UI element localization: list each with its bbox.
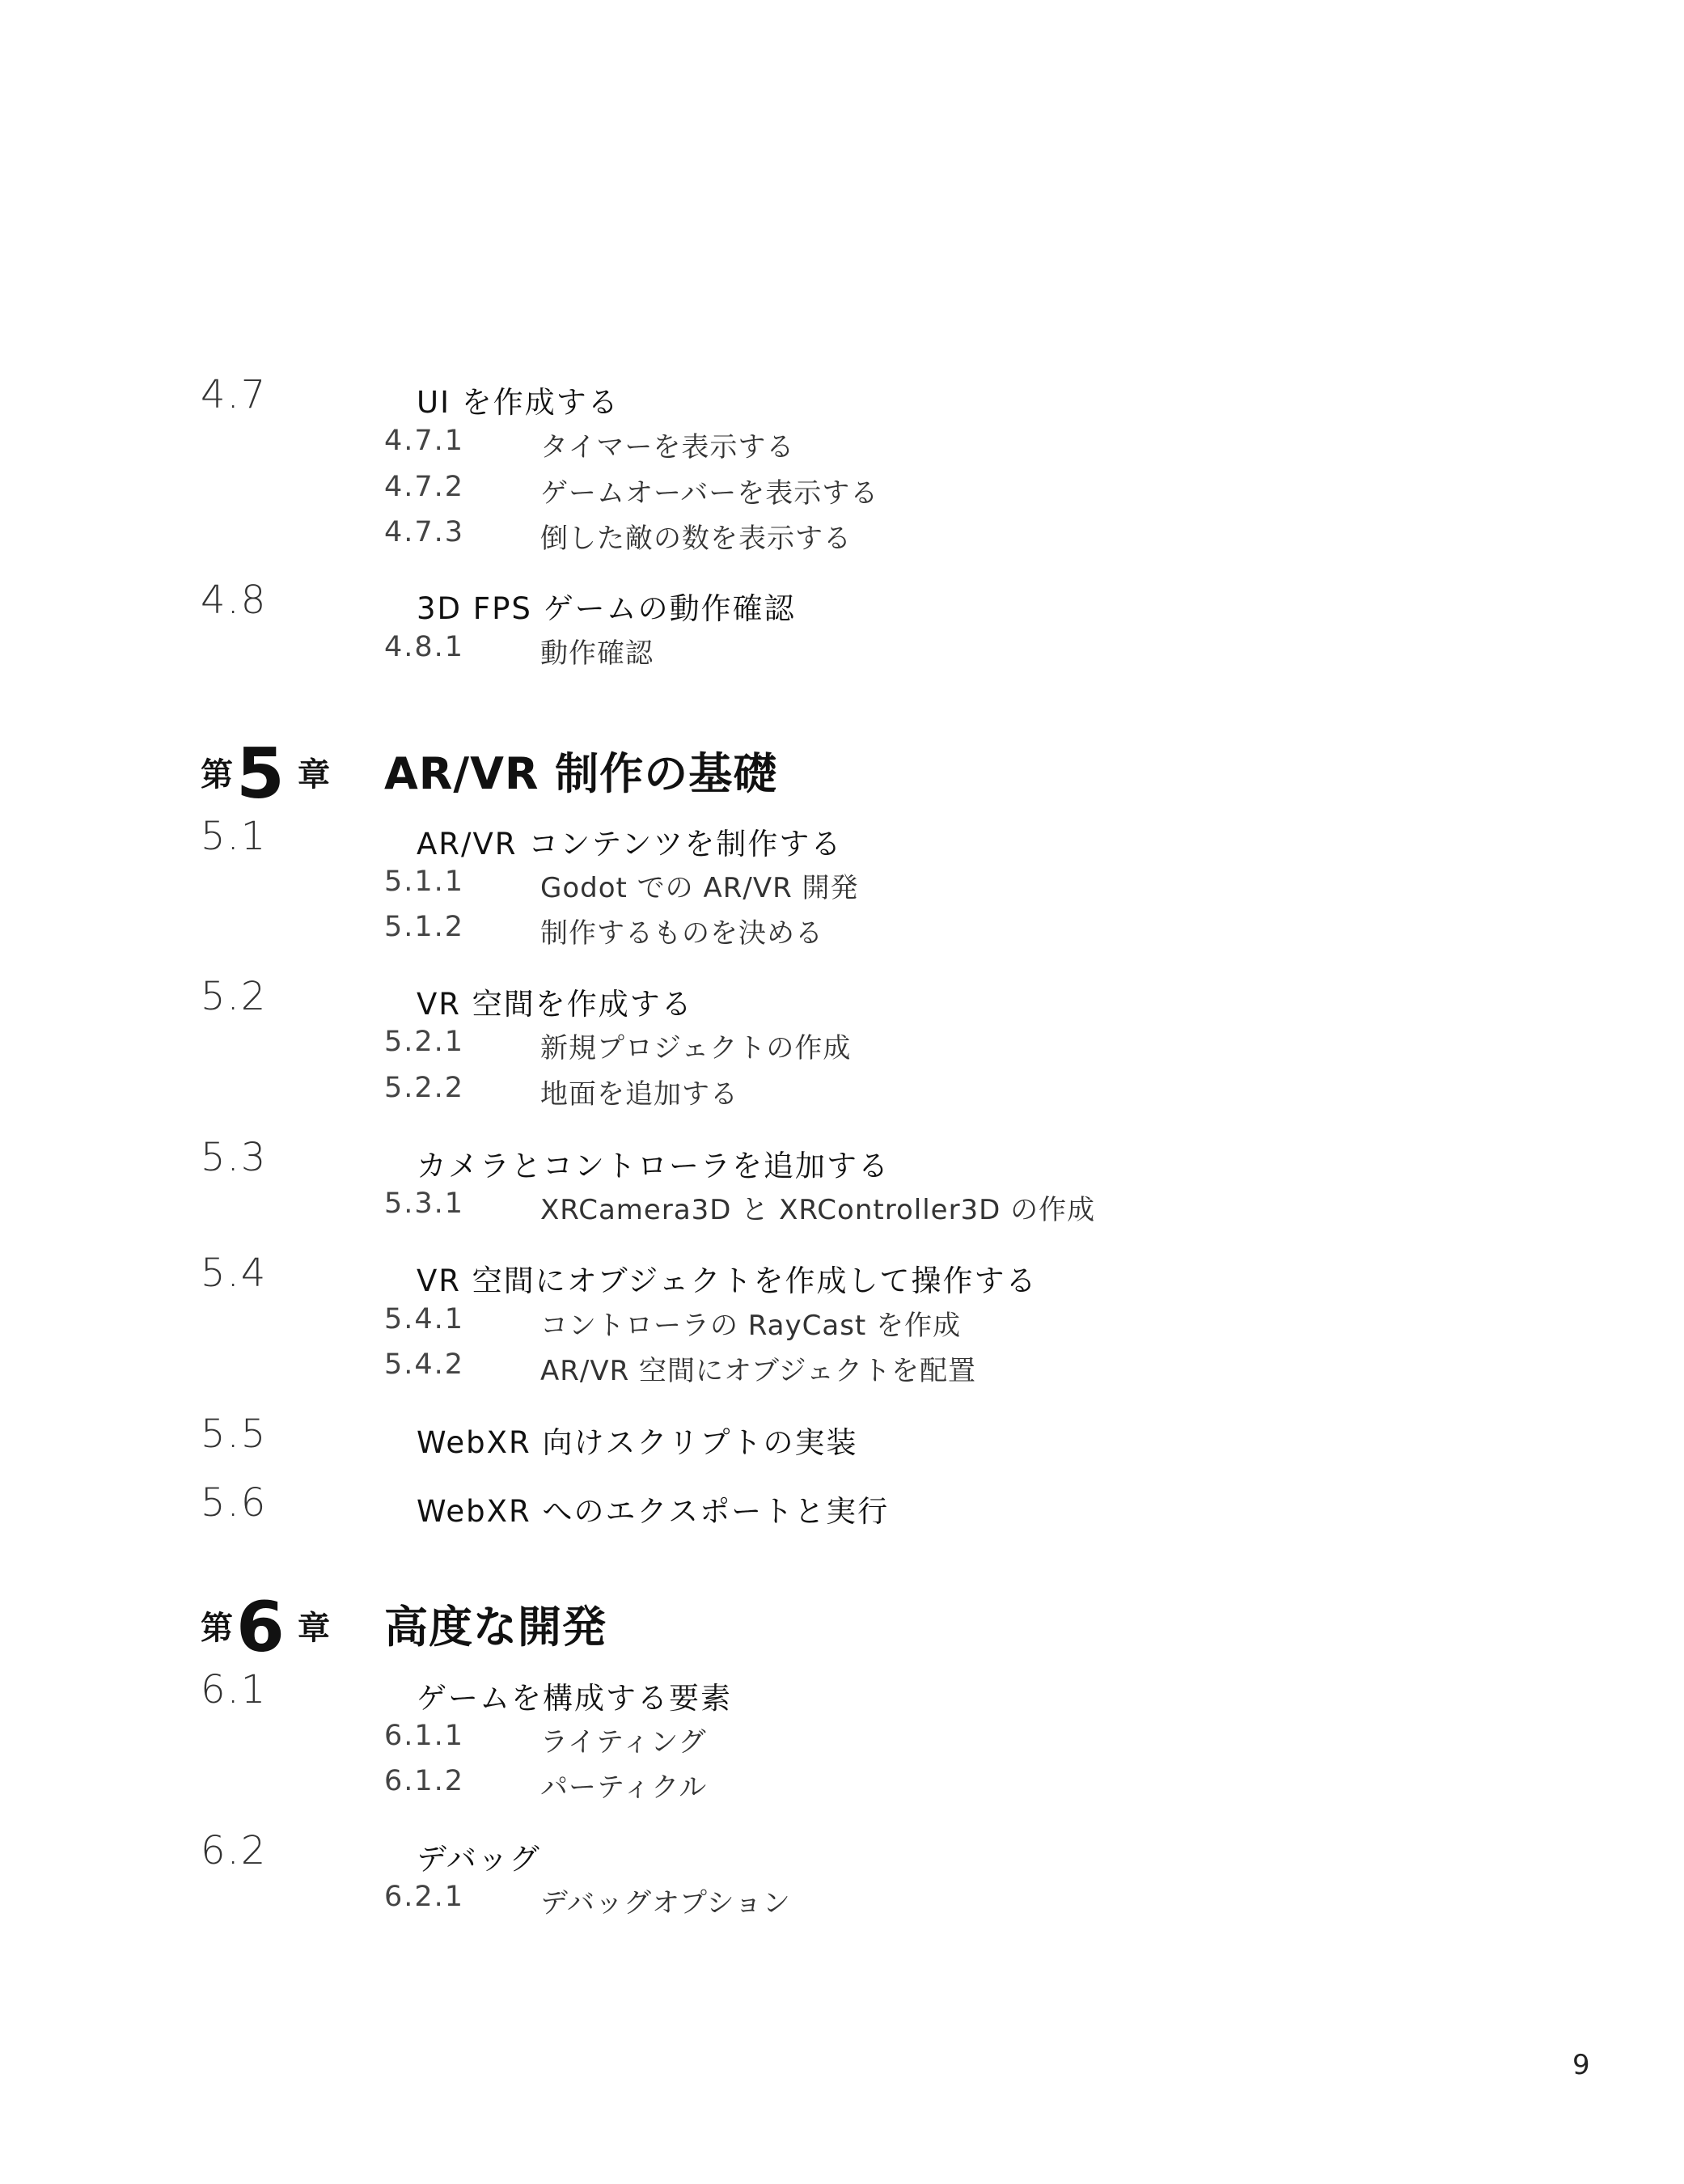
subsection-title[interactable]: ライティング [540,1726,707,1759]
section-title[interactable]: カメラとコントローラを追加する [417,1149,890,1183]
subsection-number: 6.1.2 [384,1765,465,1797]
section-number: 6.1 [201,1667,268,1712]
subsection-number: 6.2.1 [384,1881,465,1913]
subsection-title[interactable]: 制作するものを決める [540,917,823,950]
section-number: 5.4 [201,1251,268,1296]
subsection-number: 5.3.1 [384,1187,465,1220]
subsection-title[interactable]: Godot での AR/VR 開発 [540,872,859,904]
section-title[interactable]: デバッグ [417,1842,541,1877]
section-title[interactable]: AR/VR コンテンツを制作する [417,827,843,861]
subsection-number: 6.1.1 [384,1720,465,1752]
chapter-suffix: 章 [298,1610,330,1647]
section-title[interactable]: UI を作成する [417,385,620,420]
subsection-title[interactable]: AR/VR 空間にオブジェクトを配置 [540,1355,976,1387]
chapter-number: 5 [236,734,285,815]
subsection-number: 5.1.2 [384,911,465,943]
subsection-number: 4.8.1 [384,631,465,663]
subsection-number: 5.2.2 [384,1072,465,1104]
chapter-title[interactable]: 高度な開発 [384,1602,607,1653]
section-number: 5.3 [201,1135,268,1180]
section-title[interactable]: VR 空間を作成する [417,987,693,1022]
page-number: 9 [1572,2049,1590,2081]
subsection-title[interactable]: 動作確認 [540,637,654,670]
section-number: 6.2 [201,1828,268,1873]
subsection-number: 5.1.1 [384,866,465,898]
subsection-number: 5.4.2 [384,1348,465,1381]
subsection-number: 5.2.1 [384,1026,465,1058]
section-number: 4.8 [201,578,268,623]
subsection-title[interactable]: パーティクル [540,1771,708,1804]
section-title[interactable]: ゲームを構成する要素 [417,1681,732,1716]
subsection-title[interactable]: ゲームオーバーを表示する [540,477,879,510]
chapter-title[interactable]: AR/VR 制作の基礎 [384,748,778,799]
subsection-title[interactable]: 倒した敵の数を表示する [540,523,852,555]
subsection-number: 4.7.3 [384,516,465,548]
subsection-title[interactable]: デバッグオプション [540,1887,791,1919]
section-number: 4.7 [201,372,268,417]
section-title[interactable]: WebXR へのエクスポートと実行 [417,1494,890,1529]
subsection-number: 5.4.1 [384,1303,465,1335]
subsection-title[interactable]: タイマーを表示する [540,431,795,463]
section-title[interactable]: WebXR 向けスクリプトの実装 [417,1425,858,1460]
section-number: 5.6 [201,1480,268,1526]
chapter-prefix: 第 [201,756,233,794]
subsection-title[interactable]: XRCamera3D と XRController3D の作成 [540,1194,1096,1226]
chapter-number: 6 [236,1587,285,1668]
subsection-title[interactable]: 地面を追加する [540,1078,738,1111]
subsection-title[interactable]: 新規プロジェクトの作成 [540,1032,852,1064]
chapter-suffix: 章 [298,756,330,794]
section-number: 5.2 [201,974,268,1019]
section-number: 5.5 [201,1412,268,1457]
subsection-number: 4.7.2 [384,471,465,503]
subsection-title[interactable]: コントローラの RayCast を作成 [540,1310,962,1342]
section-title[interactable]: VR 空間にオブジェクトを作成して操作する [417,1263,1038,1298]
section-number: 5.1 [201,814,268,859]
subsection-number: 4.7.1 [384,425,465,457]
section-title[interactable]: 3D FPS ゲームの動作確認 [417,591,796,626]
chapter-prefix: 第 [201,1610,233,1647]
